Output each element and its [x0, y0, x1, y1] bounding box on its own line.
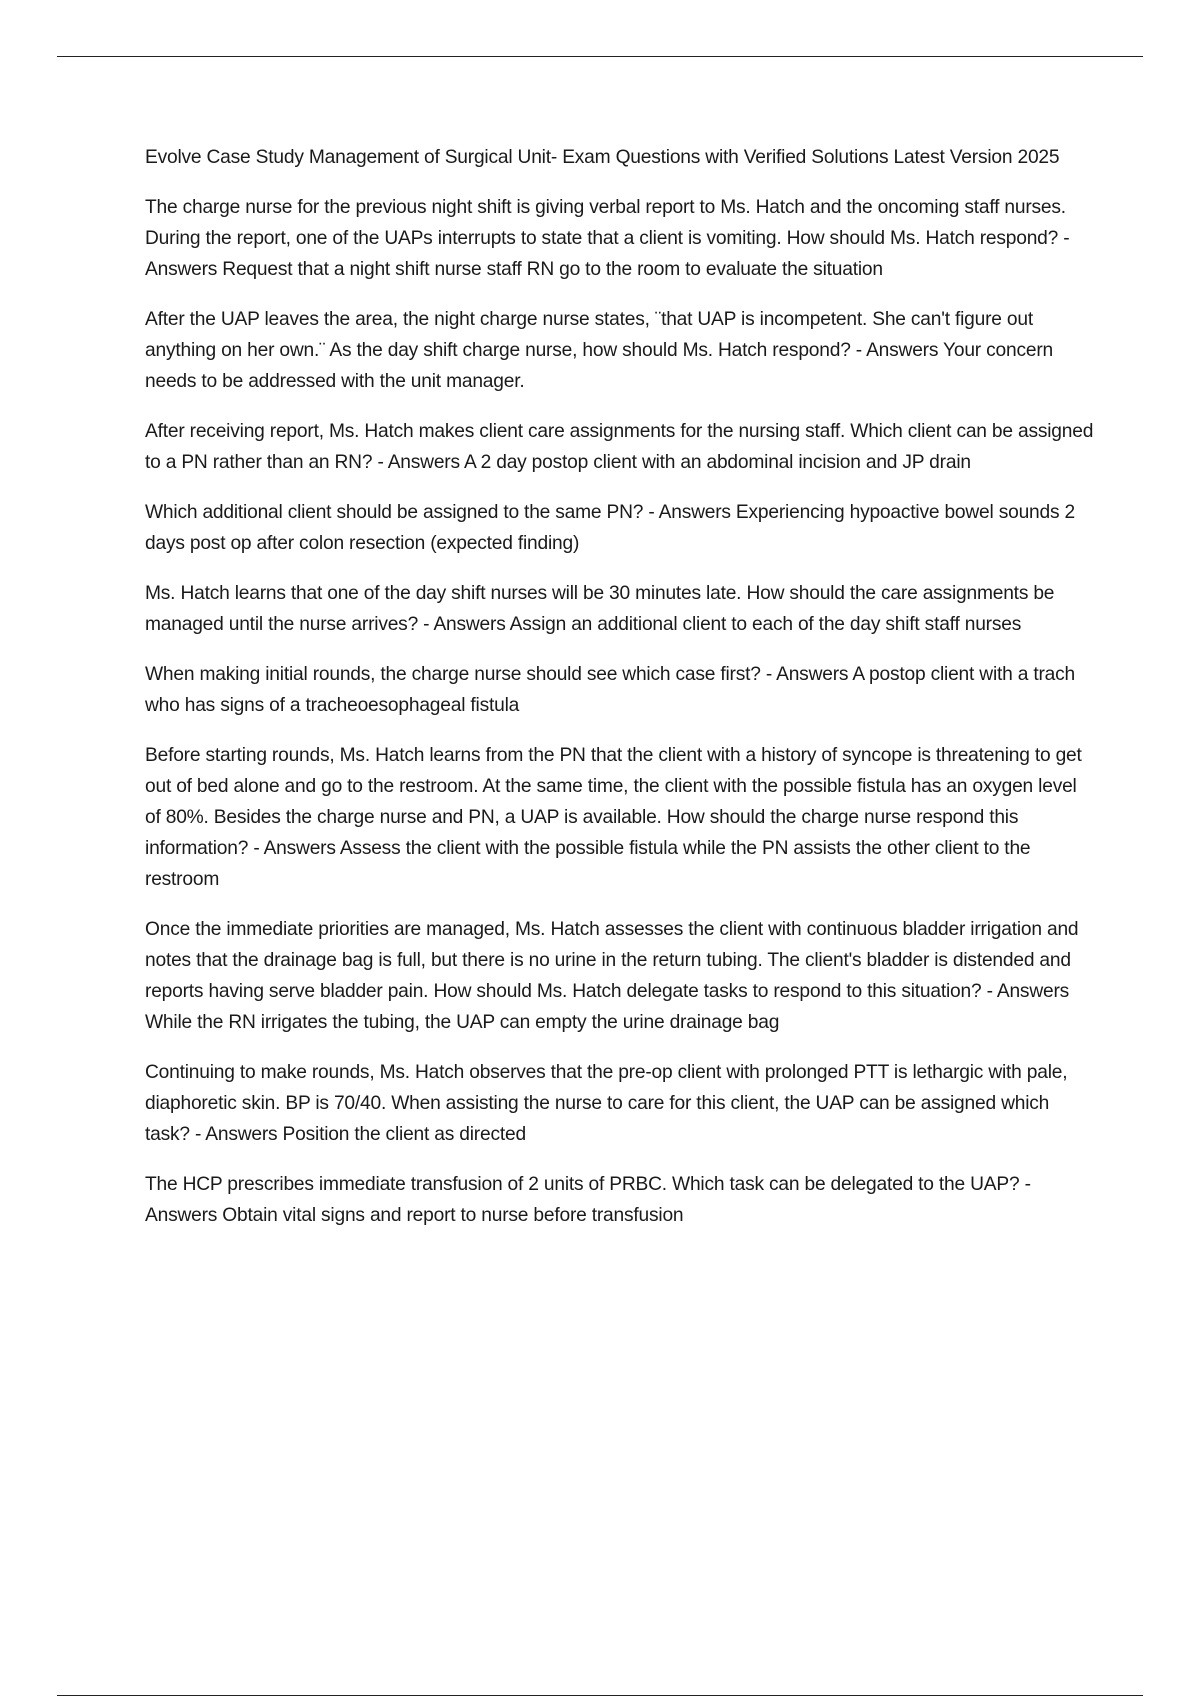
document-body [145, 142, 1095, 1250]
header-rule [57, 56, 1143, 57]
footer-rule [57, 1695, 1143, 1696]
qa-paragraph: When making initial rounds, the charge nurse should see which case first? - Answers A postop client with a trach who has signs of a tracheoesophageal fistula [145, 664, 1076, 716]
qa-paragraph: The charge nurse for the previous night shift is giving verbal report to Ms. Hatch and the oncoming staff nurses. During the report, one of the UAPs interrupts to state that a client is vomiting. How should Ms. Hatch respond? - Answers Request that a night shift nurse staff RN go to the room to evaluate the situation [145, 197, 1070, 280]
qa-paragraph: Before starting rounds, Ms. Hatch learns from the PN that the client with a history of syncope is threatening to get out of bed alone and go to the restroom. At the same time, the client with the possible fistula has an oxygen level of 80%. Besides the charge nurse and PN, a UAP is available. How should the charge nurse respond this information? - Answers Assess the client with the possible fistula while the PN assists the other client to the restroom [145, 745, 1082, 890]
qa-paragraph: After the UAP leaves the area, the night charge nurse states, ¨that UAP is incompetent. She can't figure out anything on her own.¨ As the day shift charge nurse, how should Ms. Hatch respond? - Answers Your concern needs to be addressed with the unit manager. [145, 309, 1053, 392]
qa-paragraph: The HCP prescribes immediate transfusion of 2 units of PRBC. Which task can be delegated to the UAP? - Answers Obtain vital signs and report to nurse before transfusion [145, 1174, 1031, 1226]
qa-paragraph: Ms. Hatch learns that one of the day shift nurses will be 30 minutes late. How should the care assignments be managed until the nurse arrives? - Answers Assign an additional client to each of the day shift staff nurses [145, 583, 1055, 635]
qa-paragraph: After receiving report, Ms. Hatch makes client care assignments for the nursing staff. Which client can be assigned to a PN rather than an RN? - Answers A 2 day postop client with an abdominal incision and JP drain [145, 421, 1094, 473]
qa-paragraph: Which additional client should be assigned to the same PN? - Answers Experiencing hypoactive bowel sounds 2 days post op after colon resection (expected finding) [145, 502, 1075, 554]
document-title: Evolve Case Study Management of Surgical Unit- Exam Questions with Verified Solutions Latest Version 2025 [145, 147, 1060, 168]
qa-paragraph: Once the immediate priorities are managed, Ms. Hatch assesses the client with continuous bladder irrigation and notes that the drainage bag is full, but there is no urine in the return tubing. The client's bladder is distended and reports having serve bladder pain. How should Ms. Hatch delegate tasks to respond to this situation? - Answers While the RN irrigates the tubing, the UAP can empty the urine drainage bag [145, 919, 1079, 1033]
qa-paragraph: Continuing to make rounds, Ms. Hatch observes that the pre-op client with prolonged PTT is lethargic with pale, diaphoretic skin. BP is 70/40. When assisting the nurse to care for this client, the UAP can be assigned which task? - Answers Position the client as directed [145, 1062, 1068, 1145]
